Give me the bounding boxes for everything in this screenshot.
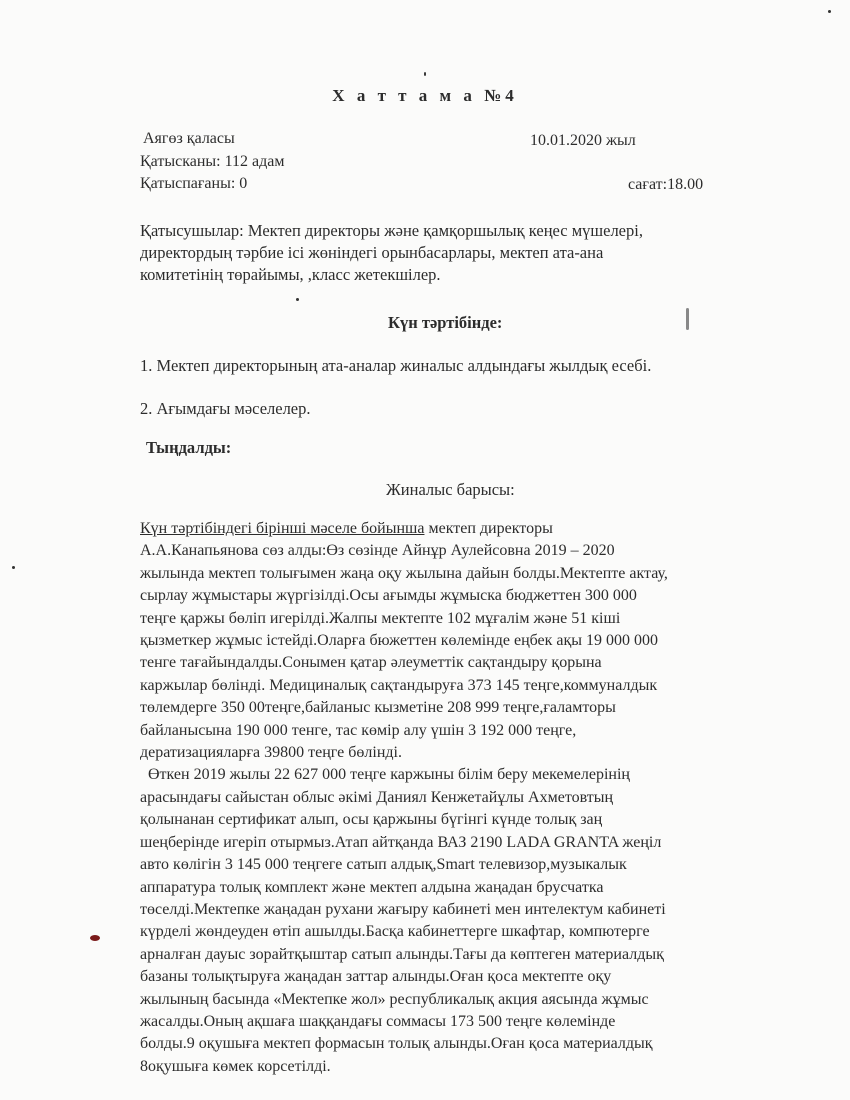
- body-line: теңге қаржы бөліп игерілді.Жалпы мектепте 102 мұғалім және 51 кіші: [140, 609, 621, 627]
- meeting-time: сағат:18.00: [628, 176, 704, 193]
- body-line: [140, 518, 790, 540]
- date: 10.01.2020 жыл: [530, 132, 636, 149]
- body-line: арналған дауыс зорайтқыштар сатып алынды.Тағы да көптеген материалдық: [140, 945, 664, 963]
- body-line: Өткен 2019 жылы 22 627 000 теңге каржыны білім беру мекемелерінің: [148, 766, 630, 784]
- meeting-progress-heading: Жиналыс барысы:: [386, 480, 515, 499]
- minutes-body: [140, 518, 790, 1078]
- body-line: авто көлігін 3 145 000 теңгеге сатып алдық,Smart телевизор,музыкалык: [140, 856, 627, 874]
- body-line: сырлау жұмыстары жүргізілді.Осы ағымды жұмыска бюджеттен 300 000: [140, 587, 637, 605]
- participants-line: комитетінің төрайымы, ,класс жетекшілер.: [140, 265, 441, 284]
- participants-line: директордың тәрбие ісі жөніндегі орынбасарлары, мектеп ата-ана: [140, 243, 604, 262]
- scan-speck: [424, 72, 426, 76]
- body-line: А.А.Канапьянова сөз алды:Өз сөзінде Айнұр Аулейсовна 2019 – 2020: [140, 542, 615, 560]
- body-line: жылының басында «Мектепке жол» республикалық акция аясында жұмыс: [140, 990, 649, 1008]
- intro-rest: мектеп директоры: [424, 520, 553, 537]
- city: Аягөз қаласы: [143, 130, 235, 147]
- body-line: жасалды.Оның ақшаға шаққандағы соммасы 173 500 теңге көлемінде: [140, 1012, 616, 1030]
- body-line: дератизацияларға 39800 теңге бөлінді.: [140, 744, 402, 762]
- body-line: арасындағы сайыстан облыс әкімі Даниял Кенжетайұлы Ахметовтың: [140, 788, 614, 806]
- body-line: күрделі жөндеуден өтіп ашылды.Басқа кабинеттерге шкафтар, компютерге: [140, 923, 650, 941]
- underlined-intro: Күн тәртібіндегі бірінші мәселе бойынша: [140, 520, 425, 537]
- participants-line: Қатысушылар: Мектеп директоры және қамқоршылық кеңес мүшелері,: [140, 221, 643, 240]
- body-line: аппаратура толық комплект және мектеп алдына жаңадан брусчатка: [140, 878, 604, 896]
- body-line: төлемдерге 350 00теңге,байланыс кызметіне 208 999 теңге,ғаламторы: [140, 699, 616, 717]
- agenda-item: 1. Мектеп директорының ата-аналар жиналыс алдындағы жылдық есебі.: [140, 356, 652, 375]
- scan-speck: [90, 935, 100, 941]
- heard-heading: Тыңдалды:: [146, 438, 232, 457]
- scan-speck: [12, 566, 15, 569]
- body-line: жылында мектеп толығымен жаңа оқу жылына дайын болды.Мектепте актау,: [140, 564, 668, 582]
- body-line: қолынанан сертификат алып, осы қаржыны бүгінгі күнде толық заң: [140, 811, 603, 829]
- body-line: байланысына 190 000 тенге, тас көмір алу үшін 3 192 000 теңге,: [140, 721, 577, 739]
- body-line: шеңберінде игеріп отырмыз.Атап айтқанда ВАЗ 2190 LADA GRANTA жеңіл: [140, 833, 662, 851]
- agenda-item: 2. Ағымдағы мәселелер.: [140, 399, 311, 418]
- document-title: Х а т т а м а №4: [332, 86, 518, 105]
- attended-count: Қатысканы: 112 адам: [140, 153, 285, 170]
- body-line: базаны толықтыруға жаңадан заттар алынды.Оған қоса мектепте оқу: [140, 968, 612, 986]
- body-line: қызметкер жұмыс істейді.Оларға бюжеттен көлемінде еңбек ақы 19 000 000: [140, 632, 659, 650]
- body-line: төселді.Мектепке жаңадан рухани жағыру кабинеті мен интелектум кабинеті: [140, 900, 666, 918]
- body-line: тенге тағайындалды.Сонымен қатар әлеуметтік сақтандыру қорына: [140, 654, 602, 672]
- body-line: 8оқушыға көмек корсетілді.: [140, 1057, 331, 1075]
- scan-speck: [296, 298, 299, 301]
- agenda-heading: Күн тәртібінде:: [388, 313, 503, 332]
- scan-speck: [828, 10, 831, 13]
- body-line: болды.9 оқушыға мектеп формасын толық алынды.Оған қоса материалдық: [140, 1035, 653, 1053]
- absent-count: Қатыспағаны: 0: [140, 175, 248, 192]
- body-line: каржылар бөлінді. Медициналық сақтандыруға 373 145 теңге,коммуналдык: [140, 676, 658, 694]
- scan-speck: [686, 308, 689, 330]
